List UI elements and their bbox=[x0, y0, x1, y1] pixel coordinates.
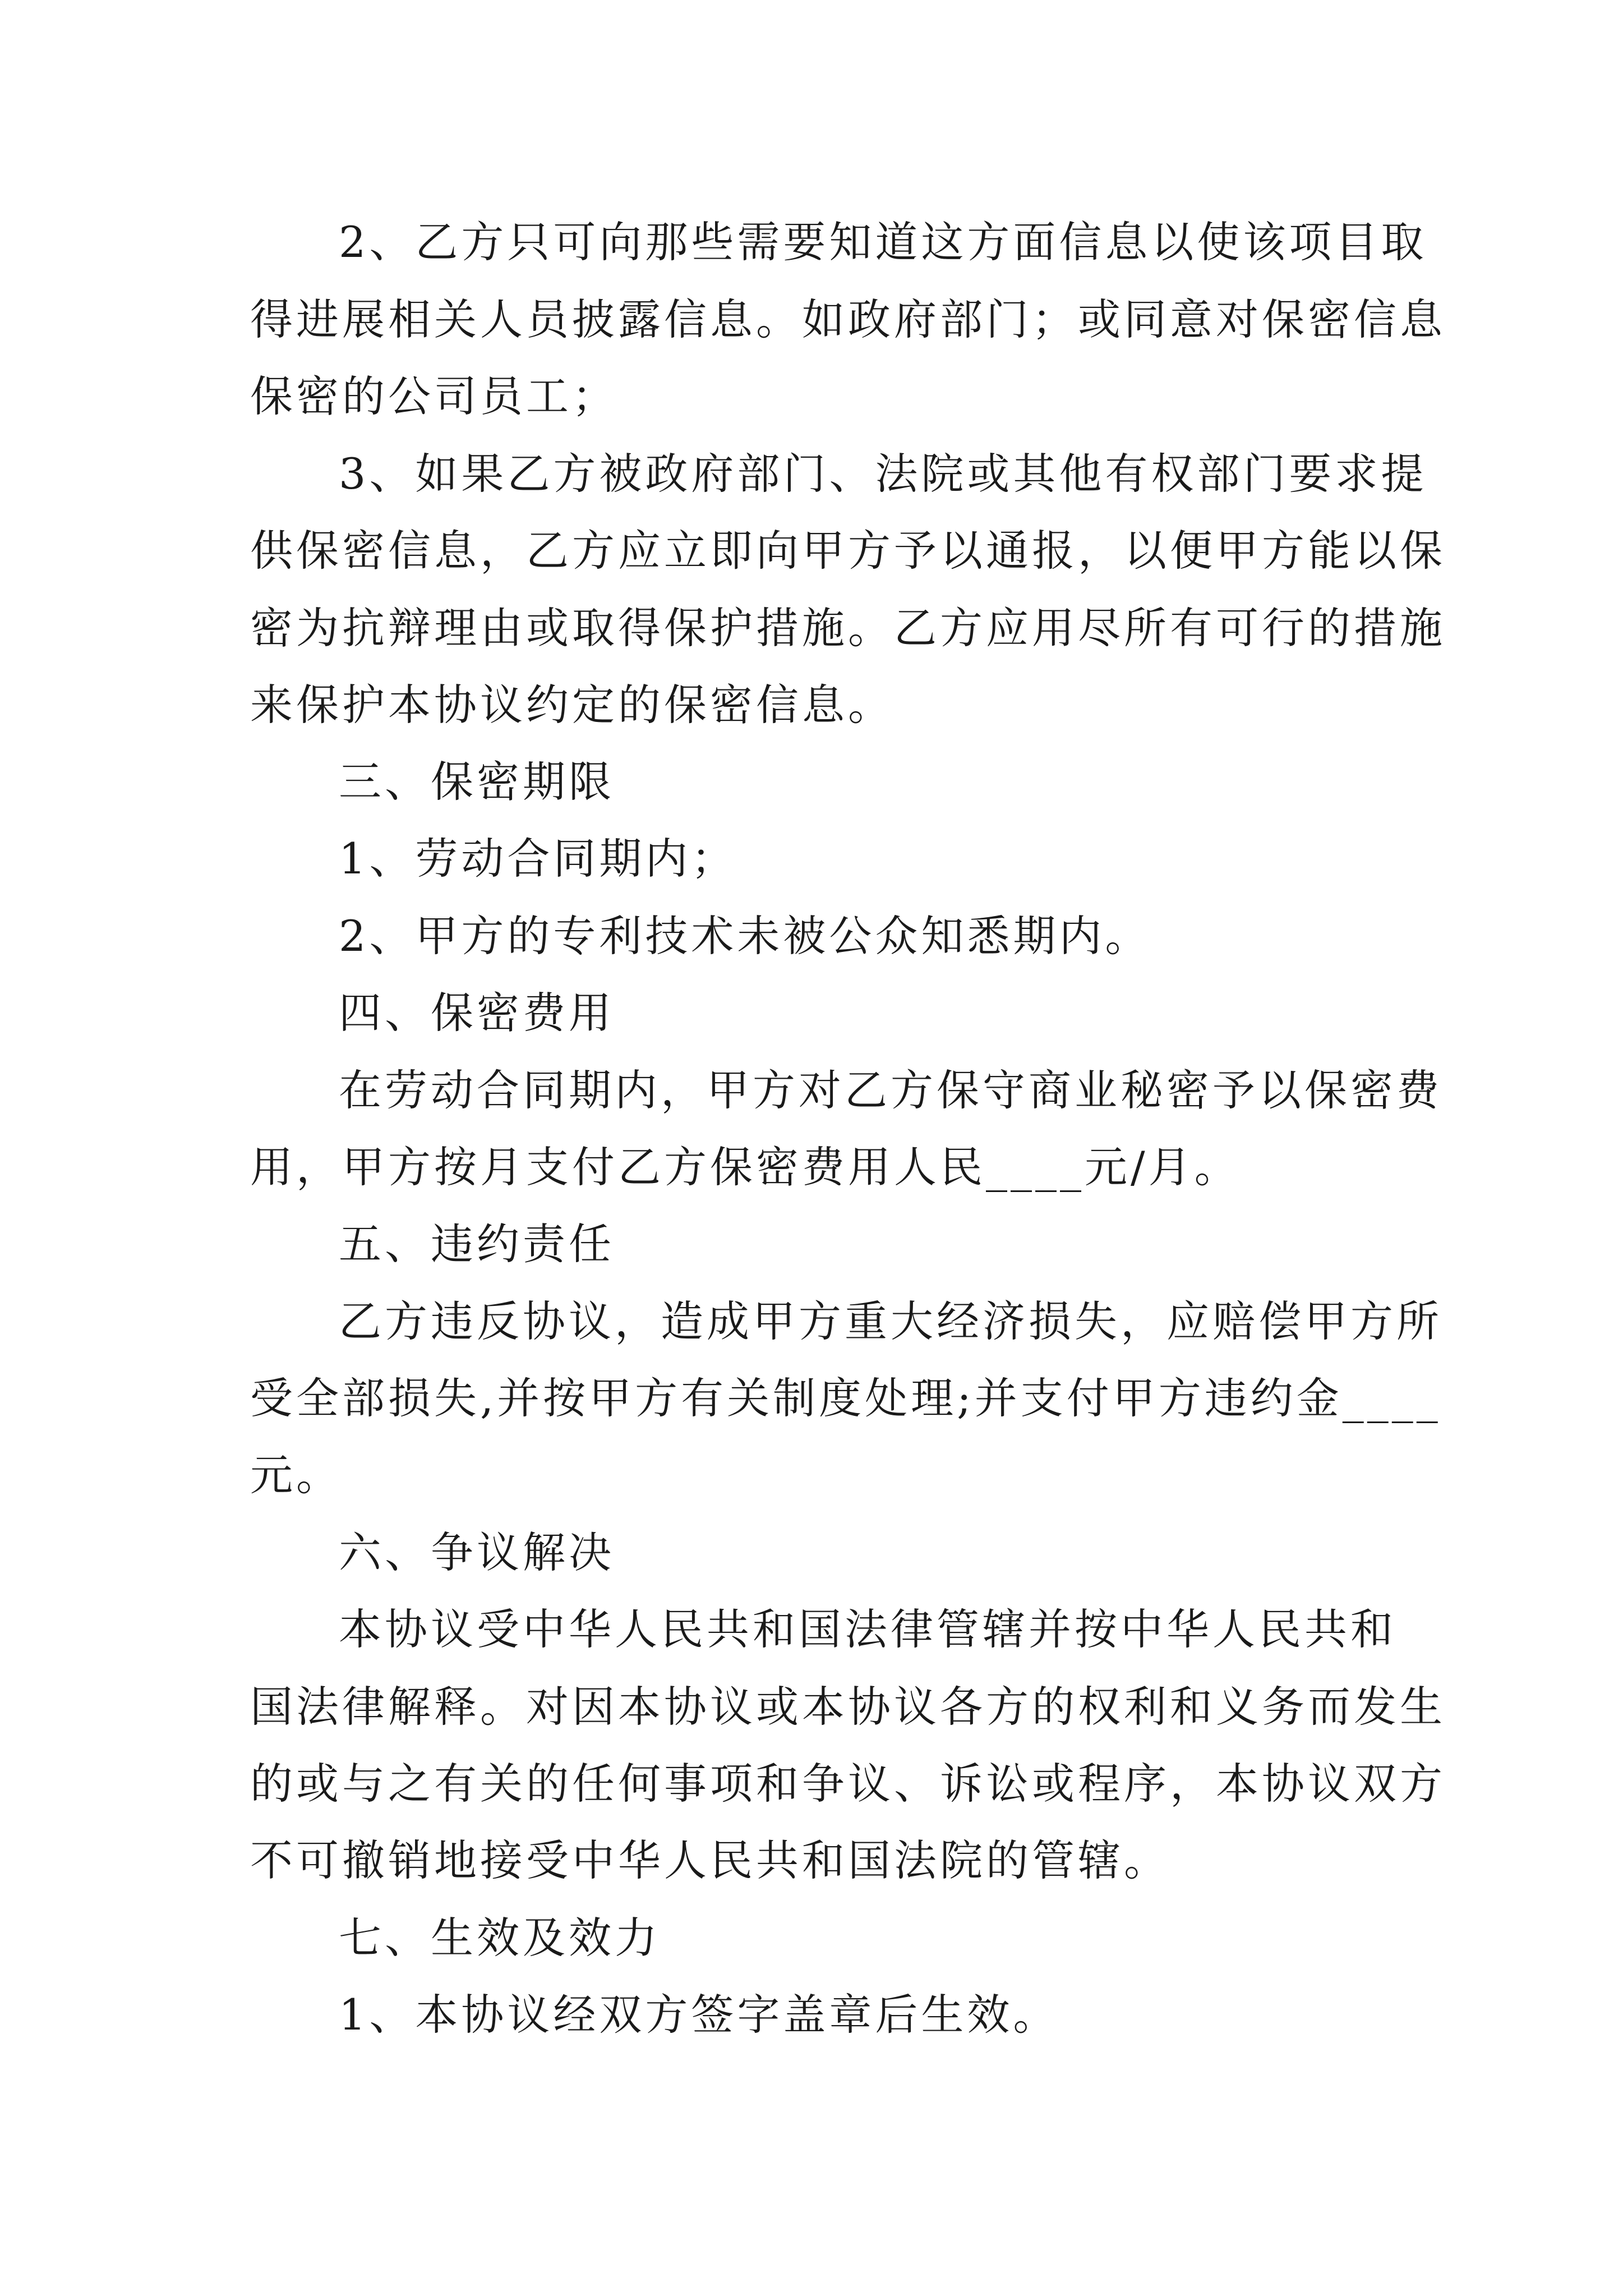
section-heading: 七、生效及效力 bbox=[339, 1913, 661, 1963]
paragraph-line: 1、本协议经双方签字盖章后生效。 bbox=[339, 1990, 1059, 2040]
paragraph-line: 在劳动合同期内，甲方对乙方保守商业秘密予以保密费 bbox=[339, 1065, 1442, 1115]
paragraph-line: 来保护本协议约定的保密信息。 bbox=[250, 680, 894, 730]
paragraph-line: 不可撤销地接受中华人民共和国法院的管辖。 bbox=[250, 1835, 1170, 1885]
paragraph-line: 受全部损失,并按甲方有关制度处理;并支付甲方违约金____ bbox=[250, 1373, 1441, 1423]
paragraph-line: 用，甲方按月支付乙方保密费用人民____元/月。 bbox=[250, 1142, 1241, 1192]
paragraph-line: 得进展相关人员披露信息。如政府部门；或同意对保密信息 bbox=[250, 295, 1446, 344]
paragraph-line: 1、劳动合同期内； bbox=[339, 834, 737, 884]
section-heading: 四、保密费用 bbox=[339, 988, 615, 1038]
paragraph-line: 供保密信息，乙方应立即向甲方予以通报，以便甲方能以保 bbox=[250, 526, 1446, 576]
section-heading: 五、违约责任 bbox=[339, 1219, 615, 1269]
paragraph-line: 本协议受中华人民共和国法律管辖并按中华人民共和 bbox=[339, 1604, 1396, 1654]
section-heading: 三、保密期限 bbox=[339, 757, 615, 807]
paragraph-line: 2、乙方只可向那些需要知道这方面信息以使该项目取 bbox=[339, 217, 1427, 267]
paragraph-line: 的或与之有关的任何事项和争议、诉讼或程序，本协议双方 bbox=[250, 1759, 1446, 1809]
section-heading: 六、争议解决 bbox=[339, 1527, 615, 1577]
paragraph-line: 乙方违反协议，造成甲方重大经济损失，应赔偿甲方所 bbox=[339, 1296, 1442, 1346]
paragraph-line: 密为抗辩理由或取得保护措施。乙方应用尽所有可行的措施 bbox=[250, 603, 1446, 653]
paragraph-line: 保密的公司员工； bbox=[250, 371, 618, 421]
paragraph-line: 3、如果乙方被政府部门、法院或其他有权部门要求提 bbox=[339, 449, 1427, 499]
paragraph-line: 元。 bbox=[250, 1450, 342, 1500]
paragraph-line: 2、甲方的专利技术未被公众知悉期内。 bbox=[339, 911, 1151, 961]
paragraph-line: 国法律解释。对因本协议或本协议各方的权利和义务而发生 bbox=[250, 1682, 1446, 1732]
